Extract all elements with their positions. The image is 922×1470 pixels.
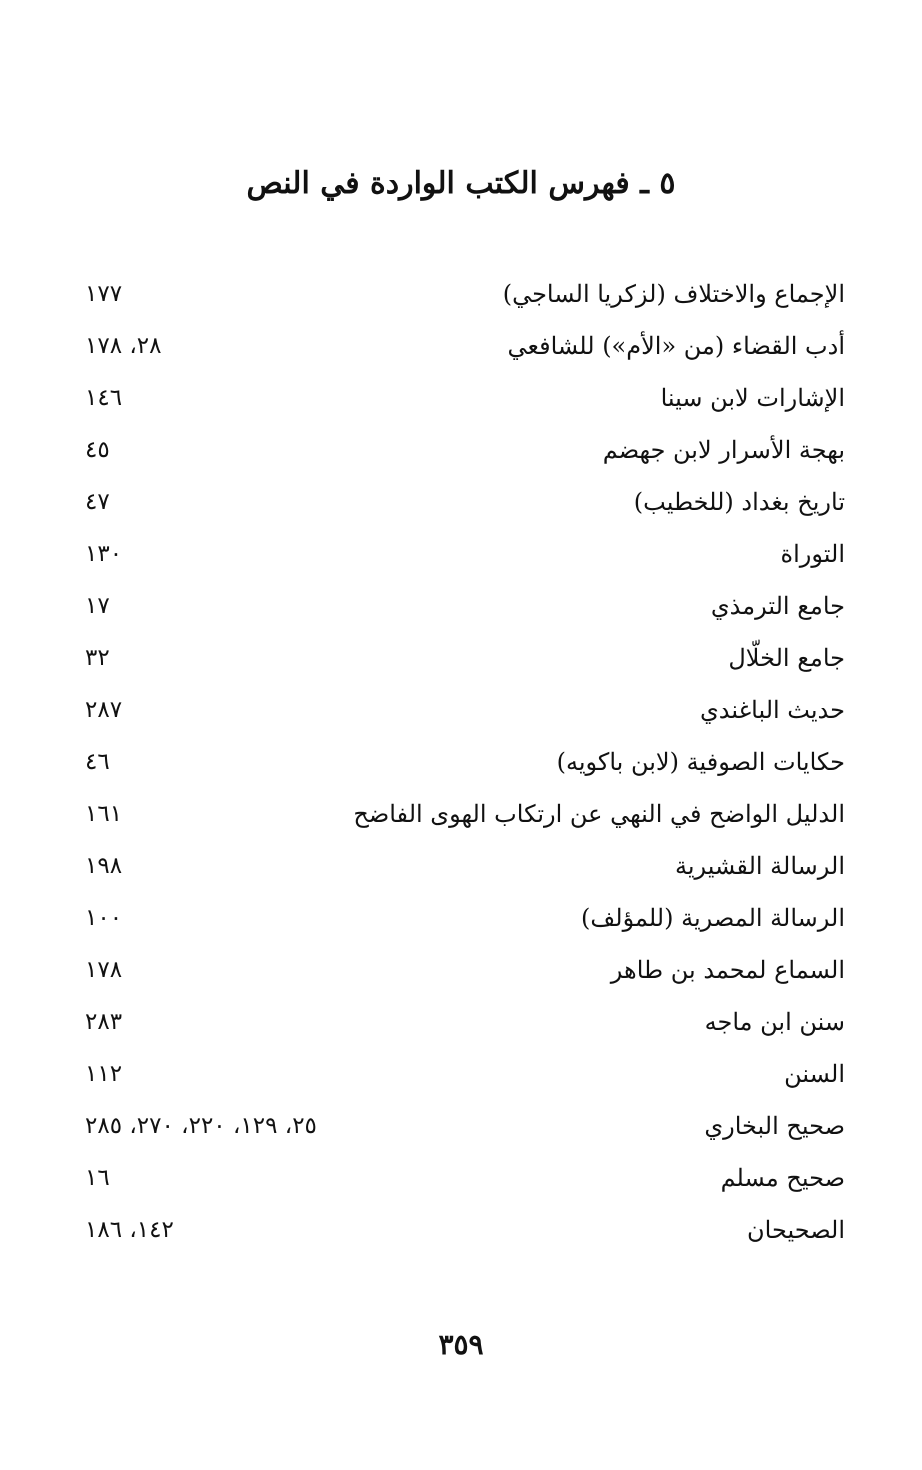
page-references: ٤٧ — [85, 489, 110, 515]
book-title: الرسالة المصرية (للمؤلف) — [581, 904, 845, 932]
page-references: ١٦ — [85, 1165, 110, 1191]
page-references: ١٠٠ — [85, 905, 123, 931]
index-entry — [85, 840, 845, 892]
book-title: صحيح مسلم — [720, 1164, 845, 1192]
book-title: أدب القضاء (من «الأم») للشافعي — [507, 332, 845, 360]
page-references: ١٤٦ — [85, 385, 123, 411]
book-title: السماع لمحمد بن طاهر — [610, 956, 845, 984]
book-title: الصحيحان — [747, 1216, 845, 1244]
page-references: ١٤٢، ١٨٦ — [85, 1217, 174, 1243]
book-title: حديث الباغندي — [699, 696, 845, 724]
page-references: ١٧ — [85, 593, 110, 619]
page-references: ٢٨٧ — [85, 697, 123, 723]
book-title: الإجماع والاختلاف (لزكريا الساجي) — [502, 280, 845, 308]
index-entry — [85, 1048, 845, 1100]
index-entry — [85, 476, 845, 528]
index-entry — [85, 684, 845, 736]
book-title: جامع الخلّال — [728, 644, 845, 672]
book-title: تاريخ بغداد (للخطيب) — [633, 488, 845, 516]
book-title: سنن ابن ماجه — [704, 1008, 845, 1036]
page-references: ١٩٨ — [85, 853, 123, 879]
index-entry — [85, 736, 845, 788]
book-title: الرسالة القشيرية — [674, 852, 845, 880]
book-index-list — [85, 268, 845, 1256]
page-references: ١٣٠ — [85, 541, 123, 567]
index-entry — [85, 996, 845, 1048]
index-entry — [85, 632, 845, 684]
index-entry — [85, 1204, 845, 1256]
index-heading: ٥ ـ فهرس الكتب الواردة في النص — [246, 166, 676, 201]
book-title: السنن — [784, 1060, 845, 1088]
book-title: حكايات الصوفية (لابن باكويه) — [556, 748, 845, 776]
page-references: ١١٢ — [85, 1061, 123, 1087]
page-references: ١٧٨ — [85, 957, 123, 983]
page-references: ٤٥ — [85, 437, 110, 463]
page-number: ٣٥٩ — [438, 1328, 484, 1361]
page-references: ٢٥، ١٢٩، ٢٢٠، ٢٧٠، ٢٨٥ — [85, 1113, 317, 1139]
page-references: ١٧٧ — [85, 281, 123, 307]
book-title: صحيح البخاري — [704, 1112, 845, 1140]
page-references: ٢٨، ١٧٨ — [85, 333, 162, 359]
page-references: ٣٢ — [85, 645, 110, 671]
book-title: التوراة — [780, 540, 845, 568]
page-references: ١٦١ — [85, 801, 123, 827]
index-entry — [85, 372, 845, 424]
index-entry — [85, 528, 845, 580]
index-entry — [85, 580, 845, 632]
index-entry — [85, 788, 845, 840]
index-entry — [85, 320, 845, 372]
index-entry — [85, 424, 845, 476]
index-entry — [85, 1152, 845, 1204]
index-entry — [85, 1100, 845, 1152]
index-entry — [85, 892, 845, 944]
page-references: ٤٦ — [85, 749, 110, 775]
book-title: جامع الترمذي — [710, 592, 845, 620]
page-references: ٢٨٣ — [85, 1009, 123, 1035]
book-title: الإشارات لابن سينا — [660, 384, 845, 412]
index-entry — [85, 268, 845, 320]
book-title: بهجة الأسرار لابن جهضم — [602, 436, 845, 464]
index-entry — [85, 944, 845, 996]
book-title: الدليل الواضح في النهي عن ارتكاب الهوى الفاضح — [353, 800, 845, 828]
